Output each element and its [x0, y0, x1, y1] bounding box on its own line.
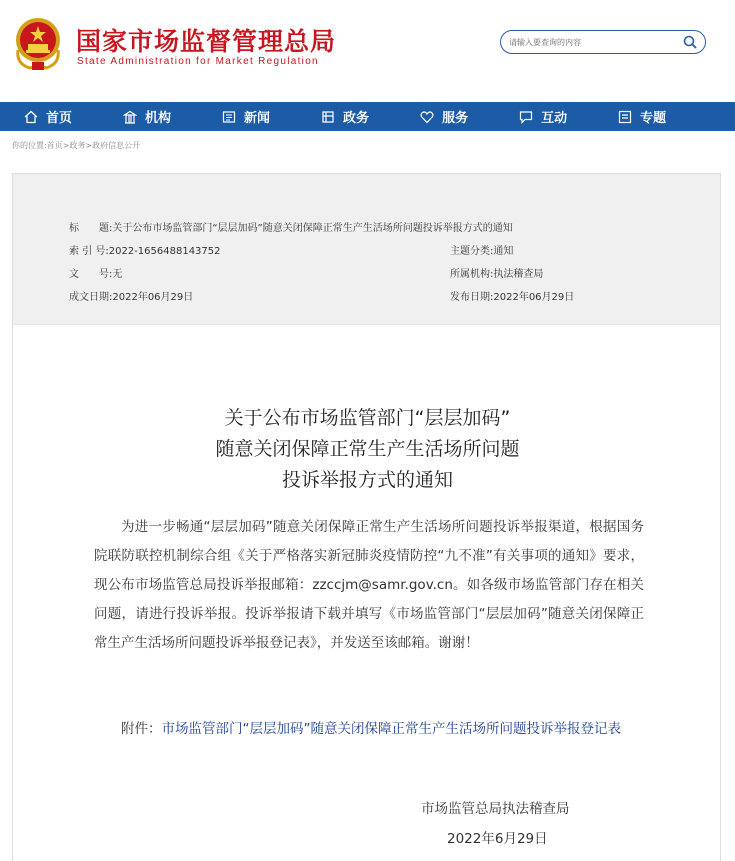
main-nav — [0, 102, 735, 131]
nav-item-service[interactable] — [420, 102, 468, 131]
breadcrumb-separator: > — [62, 141, 70, 150]
nav-label: 服务 — [442, 111, 469, 126]
site-name-english: State Administration for Market Regulation — [77, 56, 319, 67]
chat-icon — [519, 110, 533, 124]
info-org-label: 所属机构: — [450, 269, 494, 280]
breadcrumb-link-home[interactable]: 首页 — [46, 141, 63, 150]
nav-label: 政务 — [343, 111, 370, 126]
article-title — [13, 403, 722, 496]
info-index-value: 2022-1656488143752 — [108, 246, 221, 257]
info-org-row — [450, 265, 543, 280]
breadcrumb-link-gov[interactable]: 政务 — [69, 141, 86, 150]
info-doc-label: 文 号: — [69, 269, 113, 280]
nav-item-interact[interactable] — [519, 102, 567, 131]
search-icon[interactable] — [683, 35, 697, 49]
attachment — [94, 715, 644, 744]
topic-icon — [618, 110, 632, 124]
article — [12, 324, 721, 861]
signature-org: 市场监管总局执法稽查局 — [421, 801, 570, 817]
nav-item-news[interactable] — [222, 102, 270, 131]
info-doc-value: 无 — [112, 269, 123, 280]
breadcrumb-separator: > — [85, 141, 93, 150]
nav-item-home[interactable] — [24, 102, 72, 131]
national-emblem-icon[interactable] — [12, 16, 64, 72]
nav-label: 互动 — [541, 111, 568, 126]
info-published-value: 2022年06月29日 — [493, 292, 575, 303]
breadcrumb — [12, 140, 140, 151]
site-header — [0, 0, 735, 102]
nav-label: 首页 — [46, 111, 73, 126]
building-icon — [123, 110, 137, 124]
nav-item-org[interactable] — [123, 102, 171, 131]
heart-icon — [420, 110, 434, 124]
home-icon — [24, 110, 38, 124]
signature-date: 2022年6月29日 — [447, 831, 548, 847]
article-title-line: 关于公布市场监管部门“层层加码” — [224, 407, 511, 429]
article-body: 为进一步畅通“层层加码”随意关闭保障正常生产生活场所问题投诉举报渠道，根据国务院联防联控机制综合组《关于严格落实新冠肺炎疫情防控“九不准”有关事项的通知》要求，现公布市场监管总局投诉举报邮箱：zzccjm@samr.gov.cn。如各级市场监管部门存在相关问题，请进行投诉举报。投诉举报请下载并填写《市场监管部门“层层加码”随意关闭保障正常生产生活场所问题投诉举报登记表》，并发送至该邮箱。谢谢！ — [94, 519, 644, 651]
info-doc-row — [69, 265, 122, 280]
nav-label: 专题 — [640, 111, 667, 126]
breadcrumb-link-info[interactable]: 政府信息公开 — [92, 141, 141, 150]
search-box — [500, 30, 706, 54]
nav-item-gov[interactable] — [321, 102, 369, 131]
gov-icon — [321, 110, 335, 124]
info-category-row — [450, 242, 513, 257]
info-created-label: 成文日期: — [69, 292, 113, 303]
nav-label: 机构 — [145, 111, 172, 126]
info-category-label: 主题分类: — [450, 246, 494, 257]
info-created-row — [69, 288, 193, 303]
info-title-value: 关于公布市场监管部门“层层加码”随意关闭保障正常生产生活场所问题投诉举报方式的通知 — [112, 223, 513, 234]
document-info-box — [12, 173, 721, 325]
info-title-label: 标 题: — [69, 223, 113, 234]
article-title-line: 投诉举报方式的通知 — [281, 469, 453, 491]
search-input[interactable] — [509, 34, 679, 50]
info-published-row — [450, 288, 574, 303]
attachment-label: 附件： — [121, 721, 162, 737]
info-org-value: 执法稽查局 — [493, 269, 544, 280]
info-published-label: 发布日期: — [450, 292, 494, 303]
nav-label: 新闻 — [244, 111, 271, 126]
info-category-value: 通知 — [493, 246, 514, 257]
nav-item-topic[interactable] — [618, 102, 666, 131]
attachment-link[interactable]: 市场监管部门“层层加码”随意关闭保障正常生产生活场所问题投诉举报登记表 — [161, 721, 621, 737]
news-icon — [222, 110, 236, 124]
info-created-value: 2022年06月29日 — [112, 292, 194, 303]
site-name[interactable]: 国家市场监督管理总局 — [76, 27, 337, 56]
breadcrumb-prefix: 你的位置: — [12, 141, 47, 150]
article-title-line: 随意关闭保障正常生产生活场所问题 — [215, 438, 520, 460]
info-title-row — [69, 219, 513, 234]
info-index-label: 索 引 号: — [69, 246, 109, 257]
info-index-row — [69, 242, 221, 257]
